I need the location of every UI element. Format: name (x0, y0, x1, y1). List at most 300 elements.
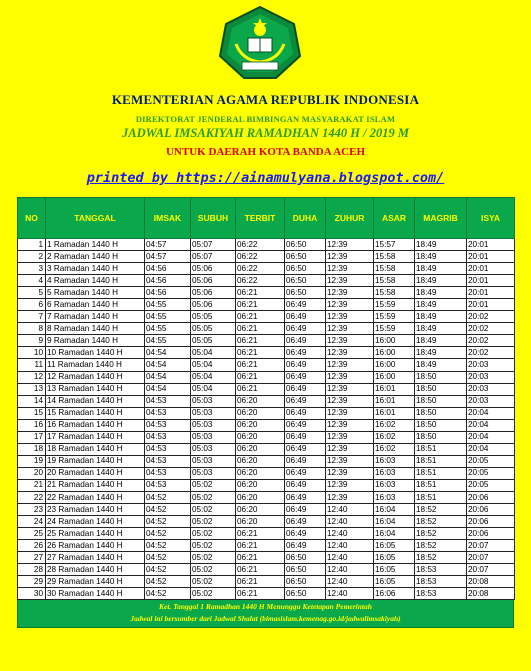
cell-tanggal: 29 Ramadan 1440 H (46, 576, 145, 588)
cell-imsak: 04:54 (145, 371, 191, 383)
cell-no: 14 (18, 395, 46, 407)
cell-isya: 20:03 (467, 371, 515, 383)
cell-tanggal: 30 Ramadan 1440 H (46, 588, 145, 600)
cell-imsak: 04:56 (145, 263, 191, 275)
cell-subuh: 05:02 (191, 564, 236, 576)
cell-imsak: 04:53 (145, 407, 191, 419)
cell-subuh: 05:02 (191, 540, 236, 552)
table-row (18, 552, 515, 564)
cell-zuhur: 12:39 (326, 467, 374, 479)
cell-imsak: 04:54 (145, 359, 191, 371)
table-row (18, 576, 515, 588)
cell-zuhur: 12:39 (326, 443, 374, 455)
cell-isya: 20:01 (467, 263, 515, 275)
cell-duha: 06:49 (285, 479, 326, 491)
cell-subuh: 05:04 (191, 347, 236, 359)
cell-magrib: 18:49 (415, 287, 467, 299)
cell-tanggal: 23 Ramadan 1440 H (46, 504, 145, 516)
table-row (18, 540, 515, 552)
cell-duha: 06:50 (285, 576, 326, 588)
cell-subuh: 05:04 (191, 359, 236, 371)
cell-no: 28 (18, 564, 46, 576)
cell-magrib: 18:50 (415, 371, 467, 383)
cell-subuh: 05:05 (191, 323, 236, 335)
cell-tanggal: 1 Ramadan 1440 H (46, 239, 145, 251)
cell-asar: 16:02 (374, 443, 415, 455)
col-header-duha: DUHA (285, 198, 326, 239)
cell-subuh: 05:06 (191, 287, 236, 299)
cell-asar: 16:04 (374, 504, 415, 516)
table-row (18, 467, 515, 479)
cell-no: 24 (18, 516, 46, 528)
cell-isya: 20:04 (467, 407, 515, 419)
cell-no: 19 (18, 455, 46, 467)
cell-imsak: 04:52 (145, 540, 191, 552)
cell-zuhur: 12:39 (326, 263, 374, 275)
cell-duha: 06:49 (285, 347, 326, 359)
table-row (18, 504, 515, 516)
cell-isya: 20:04 (467, 443, 515, 455)
cell-imsak: 04:56 (145, 275, 191, 287)
cell-no: 5 (18, 287, 46, 299)
cell-terbit: 06:22 (236, 275, 285, 287)
cell-duha: 06:50 (285, 588, 326, 600)
cell-terbit: 06:21 (236, 564, 285, 576)
cell-magrib: 18:51 (415, 491, 467, 503)
cell-asar: 16:00 (374, 371, 415, 383)
cell-terbit: 06:21 (236, 576, 285, 588)
cell-zuhur: 12:39 (326, 287, 374, 299)
cell-terbit: 06:20 (236, 443, 285, 455)
cell-tanggal: 19 Ramadan 1440 H (46, 455, 145, 467)
cell-imsak: 04:52 (145, 552, 191, 564)
cell-duha: 06:50 (285, 239, 326, 251)
cell-magrib: 18:52 (415, 552, 467, 564)
cell-isya: 20:06 (467, 504, 515, 516)
cell-tanggal: 26 Ramadan 1440 H (46, 540, 145, 552)
cell-imsak: 04:53 (145, 479, 191, 491)
table-footer (17, 600, 514, 628)
cell-imsak: 04:57 (145, 251, 191, 263)
cell-zuhur: 12:40 (326, 552, 374, 564)
table-row (18, 323, 515, 335)
cell-duha: 06:49 (285, 299, 326, 311)
cell-imsak: 04:53 (145, 467, 191, 479)
cell-tanggal: 5 Ramadan 1440 H (46, 287, 145, 299)
cell-magrib: 18:49 (415, 251, 467, 263)
cell-magrib: 18:50 (415, 383, 467, 395)
cell-asar: 15:59 (374, 311, 415, 323)
cell-isya: 20:07 (467, 564, 515, 576)
cell-magrib: 18:50 (415, 419, 467, 431)
cell-terbit: 06:21 (236, 588, 285, 600)
cell-terbit: 06:20 (236, 455, 285, 467)
cell-duha: 06:49 (285, 383, 326, 395)
cell-tanggal: 4 Ramadan 1440 H (46, 275, 145, 287)
cell-duha: 06:49 (285, 323, 326, 335)
cell-imsak: 04:52 (145, 491, 191, 503)
cell-imsak: 04:55 (145, 311, 191, 323)
cell-no: 26 (18, 540, 46, 552)
cell-subuh: 05:06 (191, 263, 236, 275)
cell-terbit: 06:21 (236, 311, 285, 323)
cell-asar: 16:01 (374, 383, 415, 395)
cell-asar: 16:04 (374, 528, 415, 540)
cell-asar: 16:03 (374, 491, 415, 503)
cell-isya: 20:01 (467, 251, 515, 263)
cell-magrib: 18:49 (415, 299, 467, 311)
cell-tanggal: 12 Ramadan 1440 H (46, 371, 145, 383)
table-row (18, 383, 515, 395)
cell-no: 13 (18, 383, 46, 395)
cell-subuh: 05:02 (191, 516, 236, 528)
cell-isya: 20:03 (467, 383, 515, 395)
table-row (18, 251, 515, 263)
cell-asar: 15:59 (374, 299, 415, 311)
cell-subuh: 05:03 (191, 407, 236, 419)
table-row (18, 431, 515, 443)
cell-duha: 06:49 (285, 419, 326, 431)
cell-terbit: 06:21 (236, 335, 285, 347)
table-row (18, 239, 515, 251)
table-row (18, 528, 515, 540)
cell-asar: 15:58 (374, 263, 415, 275)
cell-zuhur: 12:39 (326, 395, 374, 407)
cell-duha: 06:49 (285, 371, 326, 383)
cell-zuhur: 12:39 (326, 239, 374, 251)
cell-no: 2 (18, 251, 46, 263)
cell-magrib: 18:49 (415, 239, 467, 251)
cell-tanggal: 3 Ramadan 1440 H (46, 263, 145, 275)
footer-note-2: Jadwal ini bersumber dari Jadwal Shalat (bimasislam.kemenag.go.id/jadwalimsakiyah) (130, 614, 401, 624)
cell-terbit: 06:21 (236, 552, 285, 564)
cell-duha: 06:50 (285, 564, 326, 576)
cell-zuhur: 12:39 (326, 383, 374, 395)
cell-tanggal: 20 Ramadan 1440 H (46, 467, 145, 479)
cell-terbit: 06:20 (236, 467, 285, 479)
cell-magrib: 18:49 (415, 311, 467, 323)
cell-asar: 15:57 (374, 239, 415, 251)
cell-subuh: 05:03 (191, 443, 236, 455)
cell-tanggal: 22 Ramadan 1440 H (46, 491, 145, 503)
table-row (18, 299, 515, 311)
cell-isya: 20:07 (467, 552, 515, 564)
cell-zuhur: 12:40 (326, 540, 374, 552)
col-header-imsak: IMSAK (145, 198, 191, 239)
cell-asar: 16:03 (374, 467, 415, 479)
cell-terbit: 06:22 (236, 263, 285, 275)
cell-duha: 06:50 (285, 287, 326, 299)
cell-duha: 06:50 (285, 251, 326, 263)
cell-subuh: 05:02 (191, 576, 236, 588)
cell-magrib: 18:53 (415, 576, 467, 588)
cell-zuhur: 12:39 (326, 491, 374, 503)
cell-asar: 16:05 (374, 576, 415, 588)
cell-isya: 20:06 (467, 516, 515, 528)
cell-asar: 16:01 (374, 407, 415, 419)
cell-tanggal: 27 Ramadan 1440 H (46, 552, 145, 564)
cell-zuhur: 12:39 (326, 251, 374, 263)
cell-asar: 15:58 (374, 251, 415, 263)
cell-asar: 16:04 (374, 516, 415, 528)
cell-subuh: 05:05 (191, 311, 236, 323)
schedule-title: JADWAL IMSAKIYAH RAMADHAN 1440 H / 2019 M (122, 126, 409, 140)
cell-imsak: 04:53 (145, 431, 191, 443)
cell-isya: 20:01 (467, 275, 515, 287)
cell-tanggal: 9 Ramadan 1440 H (46, 335, 145, 347)
cell-no: 25 (18, 528, 46, 540)
cell-duha: 06:49 (285, 335, 326, 347)
table-row (18, 443, 515, 455)
cell-duha: 06:49 (285, 455, 326, 467)
cell-tanggal: 13 Ramadan 1440 H (46, 383, 145, 395)
cell-subuh: 05:04 (191, 371, 236, 383)
table-row (18, 287, 515, 299)
col-header-isya: ISYA (467, 198, 515, 239)
cell-terbit: 06:20 (236, 419, 285, 431)
cell-asar: 16:00 (374, 359, 415, 371)
cell-zuhur: 12:39 (326, 299, 374, 311)
cell-zuhur: 12:40 (326, 576, 374, 588)
cell-asar: 16:00 (374, 347, 415, 359)
cell-isya: 20:02 (467, 323, 515, 335)
cell-imsak: 04:52 (145, 528, 191, 540)
cell-subuh: 05:02 (191, 552, 236, 564)
cell-terbit: 06:20 (236, 395, 285, 407)
cell-isya: 20:06 (467, 528, 515, 540)
col-header-subuh: SUBUH (191, 198, 236, 239)
cell-magrib: 18:49 (415, 263, 467, 275)
cell-asar: 16:05 (374, 540, 415, 552)
cell-no: 23 (18, 504, 46, 516)
cell-imsak: 04:53 (145, 455, 191, 467)
cell-subuh: 05:03 (191, 467, 236, 479)
cell-no: 11 (18, 359, 46, 371)
cell-no: 12 (18, 371, 46, 383)
cell-zuhur: 12:39 (326, 419, 374, 431)
cell-duha: 06:49 (285, 467, 326, 479)
cell-duha: 06:49 (285, 528, 326, 540)
cell-no: 7 (18, 311, 46, 323)
cell-magrib: 18:49 (415, 347, 467, 359)
cell-tanggal: 7 Ramadan 1440 H (46, 311, 145, 323)
col-header-no: NO (18, 198, 46, 239)
cell-subuh: 05:05 (191, 335, 236, 347)
cell-tanggal: 15 Ramadan 1440 H (46, 407, 145, 419)
table-row (18, 371, 515, 383)
cell-magrib: 18:52 (415, 504, 467, 516)
table-row (18, 335, 515, 347)
table-row (18, 359, 515, 371)
table-row (18, 311, 515, 323)
cell-zuhur: 12:39 (326, 323, 374, 335)
cell-isya: 20:08 (467, 588, 515, 600)
cell-imsak: 04:55 (145, 335, 191, 347)
cell-tanggal: 18 Ramadan 1440 H (46, 443, 145, 455)
cell-imsak: 04:53 (145, 419, 191, 431)
imsakiyah-table-wrapper (17, 197, 514, 628)
cell-asar: 15:59 (374, 323, 415, 335)
table-row (18, 491, 515, 503)
cell-magrib: 18:49 (415, 359, 467, 371)
cell-terbit: 06:21 (236, 540, 285, 552)
cell-magrib: 18:52 (415, 516, 467, 528)
cell-terbit: 06:21 (236, 299, 285, 311)
cell-isya: 20:01 (467, 239, 515, 251)
cell-terbit: 06:21 (236, 528, 285, 540)
cell-zuhur: 12:39 (326, 455, 374, 467)
cell-zuhur: 12:40 (326, 504, 374, 516)
cell-asar: 16:00 (374, 335, 415, 347)
cell-tanggal: 6 Ramadan 1440 H (46, 299, 145, 311)
footer-note-1: Ket. Tanggal 1 Ramadhan 1440 H Menunggu Ketetapan Pemerintah (159, 602, 372, 612)
cell-subuh: 05:02 (191, 528, 236, 540)
cell-tanggal: 17 Ramadan 1440 H (46, 431, 145, 443)
cell-no: 8 (18, 323, 46, 335)
cell-imsak: 04:56 (145, 287, 191, 299)
cell-isya: 20:05 (467, 479, 515, 491)
table-row (18, 455, 515, 467)
cell-imsak: 04:54 (145, 347, 191, 359)
cell-subuh: 05:04 (191, 383, 236, 395)
cell-magrib: 18:52 (415, 540, 467, 552)
cell-zuhur: 12:39 (326, 479, 374, 491)
table-row (18, 407, 515, 419)
cell-no: 6 (18, 299, 46, 311)
table-row (18, 479, 515, 491)
cell-zuhur: 12:39 (326, 311, 374, 323)
cell-asar: 16:01 (374, 395, 415, 407)
cell-no: 20 (18, 467, 46, 479)
cell-subuh: 05:03 (191, 395, 236, 407)
cell-zuhur: 12:40 (326, 588, 374, 600)
printed-by-link[interactable]: printed by https://ainamulyana.blogspot.com/ (86, 170, 445, 186)
cell-tanggal: 25 Ramadan 1440 H (46, 528, 145, 540)
cell-duha: 06:50 (285, 275, 326, 287)
cell-terbit: 06:21 (236, 323, 285, 335)
cell-subuh: 05:06 (191, 299, 236, 311)
cell-asar: 16:03 (374, 455, 415, 467)
cell-imsak: 04:55 (145, 323, 191, 335)
cell-asar: 16:02 (374, 431, 415, 443)
col-header-terbit: TERBIT (236, 198, 285, 239)
cell-isya: 20:03 (467, 359, 515, 371)
region-title: UNTUK DAERAH KOTA BANDA ACEH (165, 146, 366, 158)
cell-duha: 06:49 (285, 311, 326, 323)
cell-terbit: 06:21 (236, 359, 285, 371)
cell-imsak: 04:52 (145, 564, 191, 576)
cell-zuhur: 12:40 (326, 564, 374, 576)
cell-isya: 20:02 (467, 347, 515, 359)
cell-terbit: 06:20 (236, 431, 285, 443)
cell-no: 9 (18, 335, 46, 347)
table-header-row (18, 198, 515, 239)
cell-no: 29 (18, 576, 46, 588)
cell-no: 30 (18, 588, 46, 600)
cell-terbit: 06:20 (236, 516, 285, 528)
cell-duha: 06:49 (285, 491, 326, 503)
cell-subuh: 05:02 (191, 588, 236, 600)
cell-zuhur: 12:40 (326, 516, 374, 528)
cell-magrib: 18:49 (415, 323, 467, 335)
cell-no: 22 (18, 491, 46, 503)
cell-isya: 20:02 (467, 335, 515, 347)
directorate-title: DIREKTORAT JENDERAL BIMBINGAN MASYARAKAT ISLAM (135, 114, 396, 124)
cell-duha: 06:50 (285, 552, 326, 564)
cell-subuh: 05:07 (191, 239, 236, 251)
cell-terbit: 06:20 (236, 491, 285, 503)
col-header-magrib: MAGRIB (415, 198, 467, 239)
cell-asar: 16:06 (374, 588, 415, 600)
cell-isya: 20:08 (467, 576, 515, 588)
cell-zuhur: 12:39 (326, 359, 374, 371)
col-header-asar: ASAR (374, 198, 415, 239)
cell-imsak: 04:54 (145, 383, 191, 395)
cell-tanggal: 16 Ramadan 1440 H (46, 419, 145, 431)
cell-imsak: 04:53 (145, 395, 191, 407)
cell-duha: 06:49 (285, 443, 326, 455)
table-row (18, 516, 515, 528)
cell-magrib: 18:53 (415, 588, 467, 600)
cell-zuhur: 12:39 (326, 347, 374, 359)
cell-no: 3 (18, 263, 46, 275)
cell-subuh: 05:03 (191, 419, 236, 431)
cell-magrib: 18:50 (415, 431, 467, 443)
cell-isya: 20:05 (467, 467, 515, 479)
table-row (18, 275, 515, 287)
cell-magrib: 18:51 (415, 455, 467, 467)
kemenag-emblem-icon (214, 4, 306, 82)
table-row (18, 588, 515, 600)
cell-subuh: 05:03 (191, 431, 236, 443)
table-row (18, 263, 515, 275)
cell-zuhur: 12:40 (326, 528, 374, 540)
table-row (18, 419, 515, 431)
cell-no: 16 (18, 419, 46, 431)
table-row (18, 347, 515, 359)
cell-duha: 06:49 (285, 516, 326, 528)
cell-no: 17 (18, 431, 46, 443)
cell-subuh: 05:02 (191, 504, 236, 516)
cell-imsak: 04:52 (145, 516, 191, 528)
cell-asar: 16:02 (374, 419, 415, 431)
cell-terbit: 06:20 (236, 479, 285, 491)
cell-isya: 20:07 (467, 540, 515, 552)
cell-isya: 20:04 (467, 431, 515, 443)
cell-terbit: 06:21 (236, 371, 285, 383)
cell-no: 27 (18, 552, 46, 564)
cell-zuhur: 12:39 (326, 275, 374, 287)
cell-imsak: 04:53 (145, 443, 191, 455)
cell-duha: 06:49 (285, 359, 326, 371)
cell-tanggal: 28 Ramadan 1440 H (46, 564, 145, 576)
table-row (18, 395, 515, 407)
cell-tanggal: 10 Ramadan 1440 H (46, 347, 145, 359)
cell-terbit: 06:21 (236, 383, 285, 395)
cell-no: 4 (18, 275, 46, 287)
cell-magrib: 18:49 (415, 275, 467, 287)
cell-tanggal: 8 Ramadan 1440 H (46, 323, 145, 335)
cell-magrib: 18:49 (415, 335, 467, 347)
ministry-title: KEMENTERIAN AGAMA REPUBLIK INDONESIA (111, 92, 420, 107)
cell-magrib: 18:51 (415, 467, 467, 479)
cell-magrib: 18:51 (415, 479, 467, 491)
cell-zuhur: 12:39 (326, 371, 374, 383)
cell-isya: 20:01 (467, 299, 515, 311)
cell-duha: 06:49 (285, 504, 326, 516)
cell-asar: 15:58 (374, 287, 415, 299)
cell-zuhur: 12:39 (326, 407, 374, 419)
